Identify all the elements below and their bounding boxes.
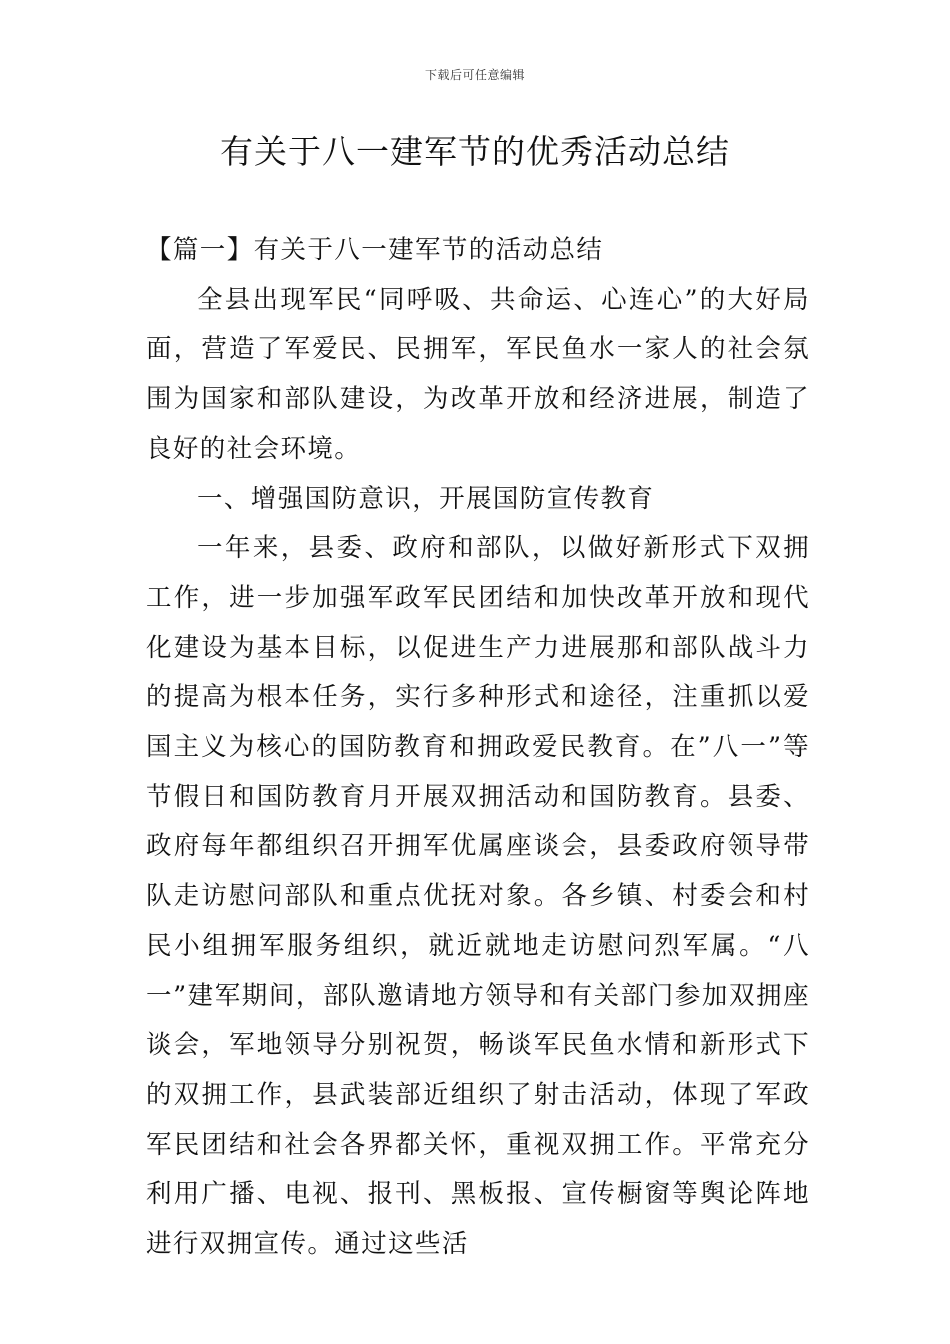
- paragraph: 一年来，县委、政府和部队，以做好新形式下双拥工作，进一步加强军政军民团结和加快改革开放和现代化建设为基本目标，以促进生产力进展那和部队战斗力的提高为根本任务，实行多种形式和途径，注重抓以爱国主义为核心的国防教育和拥政爱民教育。在”八一”等节假日和国防教育月开展双拥活动和国防教育。县委、政府每年都组织召开拥军优属座谈会，县委政府领导带队走访慰问部队和重点优抚对象。各乡镇、村委会和村民小组拥军服务组织，就近就地走访慰问烈军属。“八一”建军期间，部队邀请地方领导和有关部门参加双拥座谈会，军地领导分别祝贺，畅谈军民鱼水情和新形式下的双拥工作，县武装部近组织了射击活动，体现了军政军民团结和社会各界都关怀，重视双拥工作。平常充分利用广播、电视、报刊、黑板报、宣传橱窗等舆论阵地进行双拥宣传。通过这些活: [146, 533, 810, 1260]
- section-heading: 【篇一】有关于八一建军节的活动总结: [146, 235, 604, 265]
- header-note: 下载后可任意编辑: [424, 68, 525, 82]
- paragraph: 全县出现军民“同呼吸、共命运、心连心”的大好局面，营造了军爱民、民拥军，军民鱼水一家人的社会氛围为国家和部队建设，为改革开放和经济进展，制造了良好的社会环境。: [146, 284, 810, 464]
- document-body: [146, 226, 810, 1270]
- document-title: 有关于八一建军节的优秀活动总结: [220, 132, 730, 171]
- subsection-heading: 一、增强国防意识，开展国防宣传教育: [197, 483, 655, 514]
